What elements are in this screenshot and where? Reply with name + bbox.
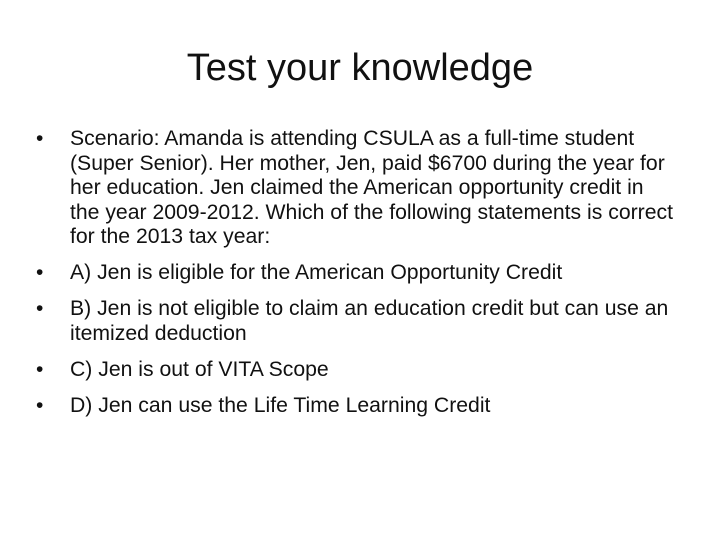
- scenario-text: Scenario: Amanda is attending CSULA as a full-time student (Super Senior). Her mother, Jen, paid $6700 during the year for her education. Jen claimed the American opportunity credit in the year 2009-2012. Which of the following statements is correct for the 2013 tax year:: [70, 127, 673, 249]
- scenario-bullet: [36, 127, 676, 250]
- bullet-marker: •: [36, 261, 44, 285]
- option-c-bullet: [36, 358, 676, 383]
- bullet-list: [36, 127, 676, 430]
- option-a-text: A) Jen is eligible for the American Opportunity Credit: [70, 261, 563, 285]
- bullet-marker: •: [36, 297, 44, 321]
- option-c-text: C) Jen is out of VITA Scope: [70, 357, 329, 381]
- bullet-marker: •: [36, 357, 44, 381]
- option-d-bullet: [36, 394, 676, 419]
- slide-title: Test your knowledge: [186, 47, 534, 89]
- option-a-bullet: [36, 261, 676, 286]
- option-d-text: D) Jen can use the Life Time Learning Credit: [70, 393, 491, 417]
- option-b-bullet: [36, 297, 676, 346]
- bullet-marker: •: [36, 393, 44, 417]
- option-b-text: B) Jen is not eligible to claim an education credit but can use an itemized deduction: [70, 297, 669, 345]
- bullet-marker: •: [36, 127, 44, 150]
